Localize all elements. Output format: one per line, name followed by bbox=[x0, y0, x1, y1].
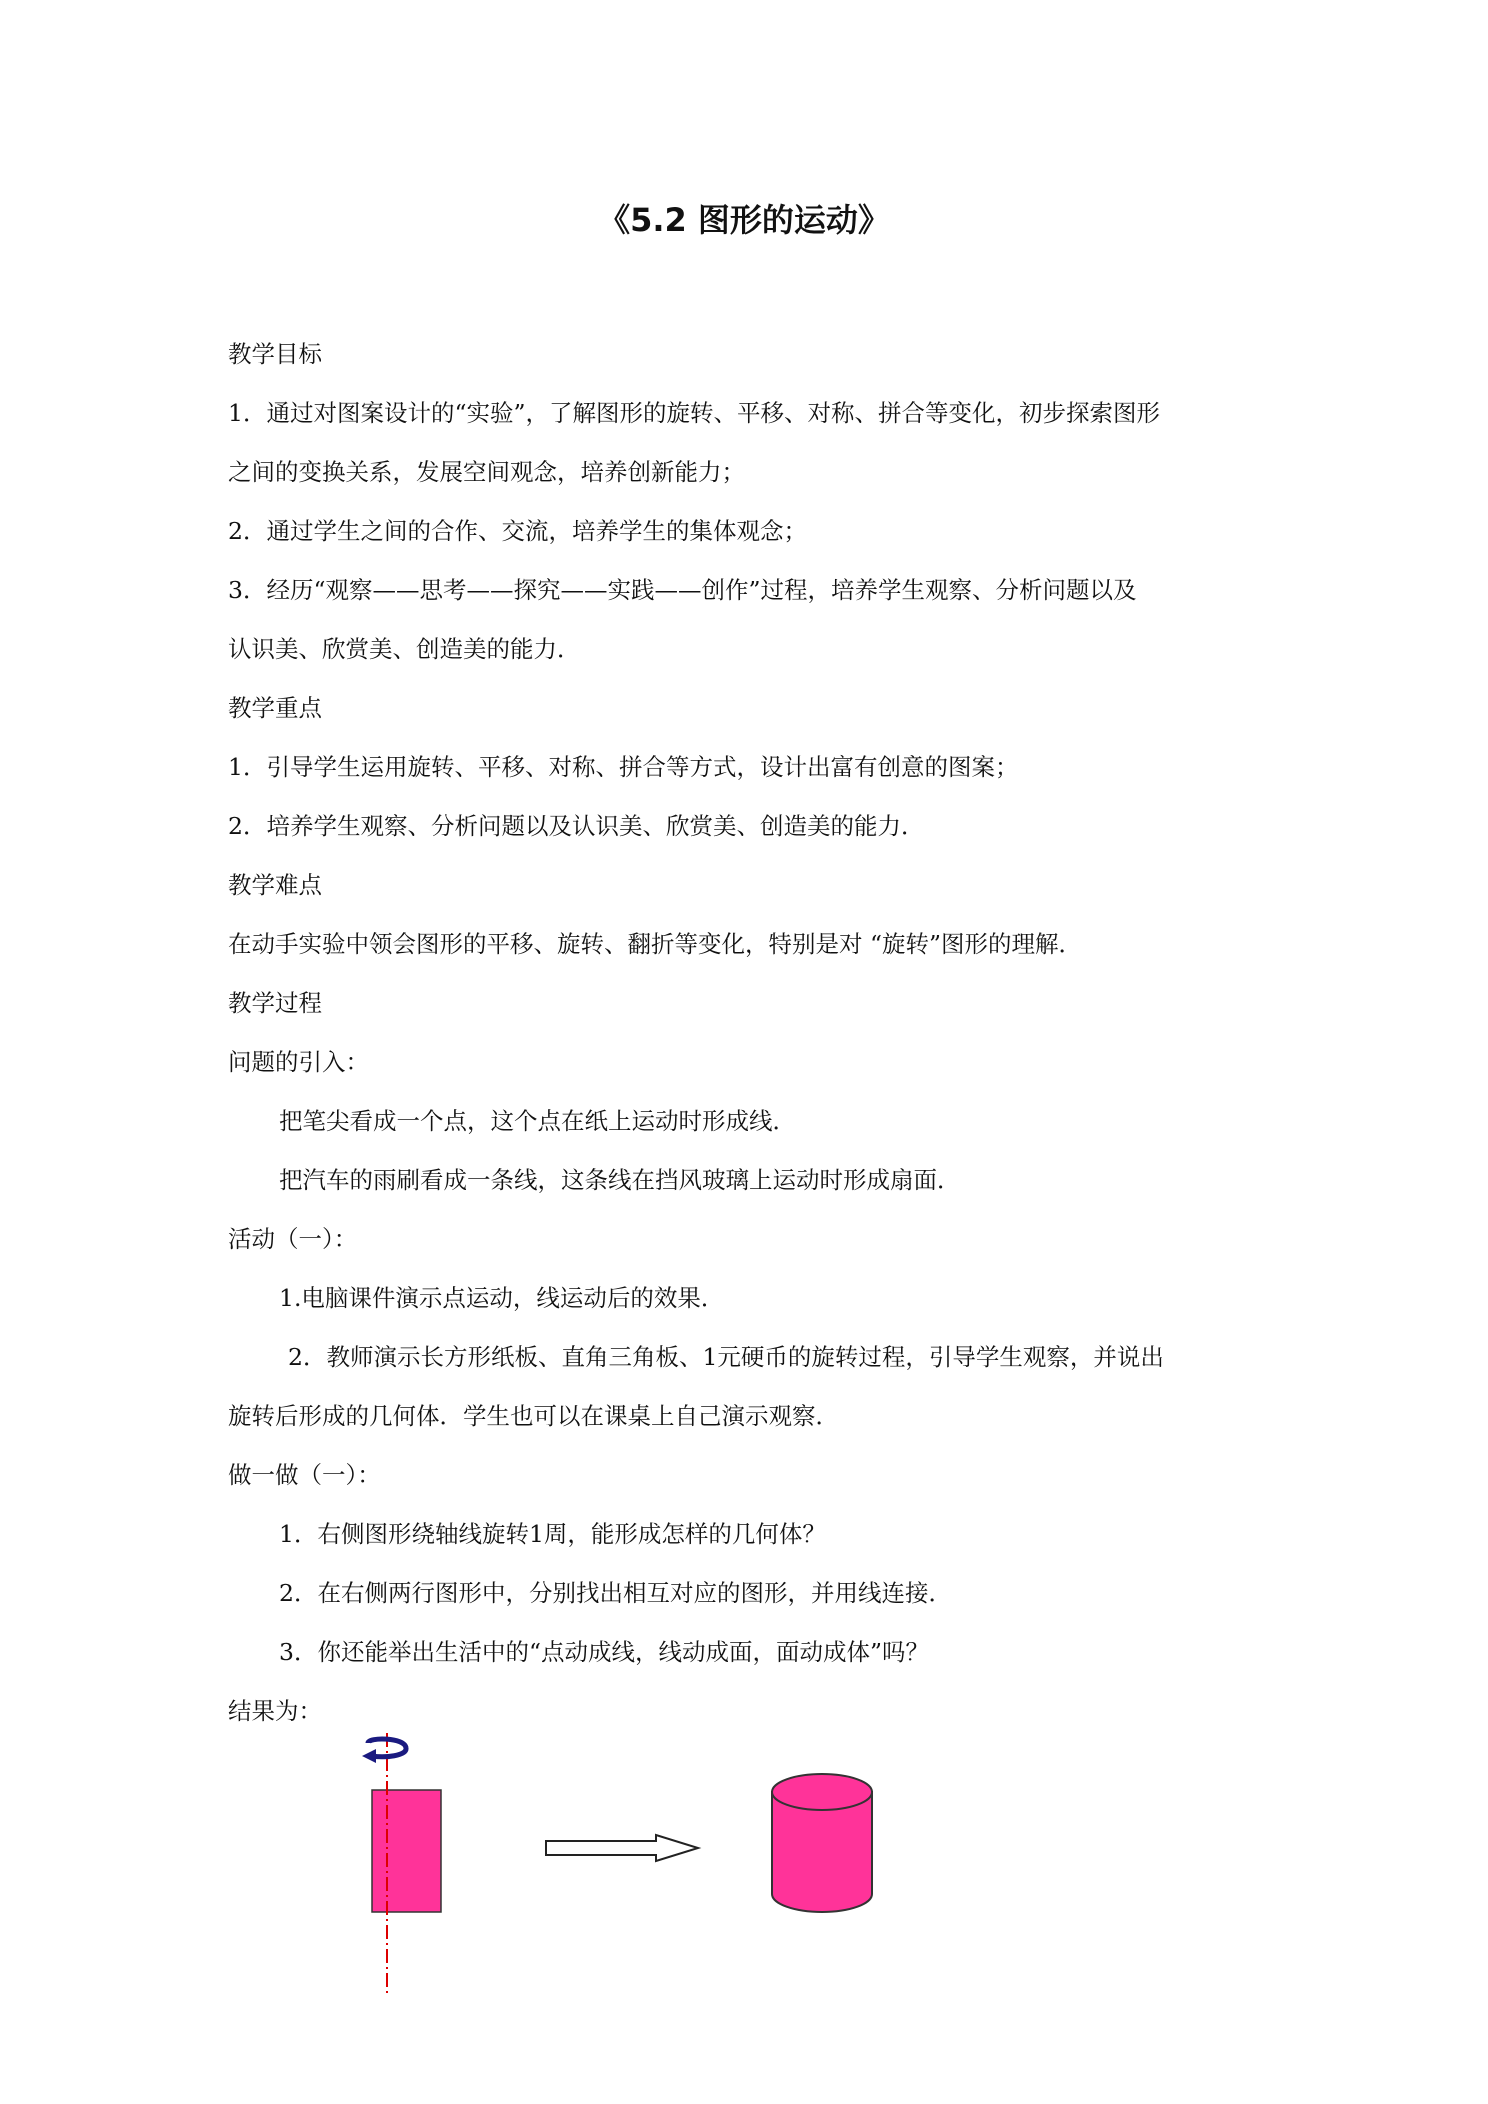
text-line: 活动（一）： bbox=[228, 1225, 358, 1253]
text-line: 2．培养学生观察、分析问题以及认识美、欣赏美、创造美的能力． bbox=[228, 812, 925, 840]
text-line: 教学重点 bbox=[228, 694, 322, 722]
text-line: 做一做（一）： bbox=[228, 1461, 381, 1489]
text-line: 2．教师演示长方形纸板、直角三角板、1元硬币的旋转过程，引导学生观察，并说出 bbox=[288, 1343, 1164, 1371]
text-line: 1．通过对图案设计的“实验”，了解图形的旋转、平移、对称、拼合等变化，初步探索图形 bbox=[228, 399, 1160, 427]
text-line: 旋转后形成的几何体．学生也可以在课桌上自己演示观察． bbox=[228, 1402, 839, 1430]
text-line: 3．经历“观察——思考——探究——实践——创作”过程，培养学生观察、分析问题以及 bbox=[228, 576, 1137, 604]
text-line: 教学目标 bbox=[228, 340, 322, 368]
text-line: 2．通过学生之间的合作、交流，培养学生的集体观念； bbox=[228, 517, 807, 545]
cylinder-shape bbox=[772, 1774, 872, 1912]
text-line: 1．右侧图形绕轴线旋转1周，能形成怎样的几何体？ bbox=[279, 1520, 826, 1548]
right-arrow-icon bbox=[546, 1835, 698, 1861]
rotation-arrow-icon bbox=[362, 1739, 406, 1763]
rectangle-shape bbox=[372, 1790, 441, 1912]
document-body bbox=[228, 325, 1270, 1741]
text-line: 3．你还能举出生活中的“点动成线，线动成面，面动成体”吗？ bbox=[279, 1638, 929, 1666]
text-line: 在动手实验中领会图形的平移、旋转、翻折等变化，特别是对 “旋转”图形的理解． bbox=[228, 930, 1082, 958]
text-line: 2．在右侧两行图形中，分别找出相互对应的图形，并用线连接． bbox=[279, 1579, 952, 1607]
page-title: 《5.2 图形的运动》 bbox=[598, 201, 890, 239]
text-line: 1．引导学生运用旋转、平移、对称、拼合等方式，设计出富有创意的图案； bbox=[228, 753, 1019, 781]
text-line: 之间的变换关系，发展空间观念，培养创新能力； bbox=[228, 458, 745, 486]
text-line: 结果为： bbox=[228, 1697, 322, 1725]
text-line: 把笔尖看成一个点，这个点在纸上运动时形成线． bbox=[279, 1107, 796, 1135]
text-line: 把汽车的雨刷看成一条线，这条线在挡风玻璃上运动时形成扇面． bbox=[279, 1166, 961, 1194]
text-line: 1.电脑课件演示点运动，线运动后的效果． bbox=[279, 1284, 725, 1312]
text-line: 教学过程 bbox=[228, 989, 322, 1017]
text-line: 教学难点 bbox=[228, 871, 322, 899]
text-line: 问题的引入： bbox=[228, 1048, 369, 1076]
text-line: 认识美、欣赏美、创造美的能力． bbox=[228, 635, 581, 663]
